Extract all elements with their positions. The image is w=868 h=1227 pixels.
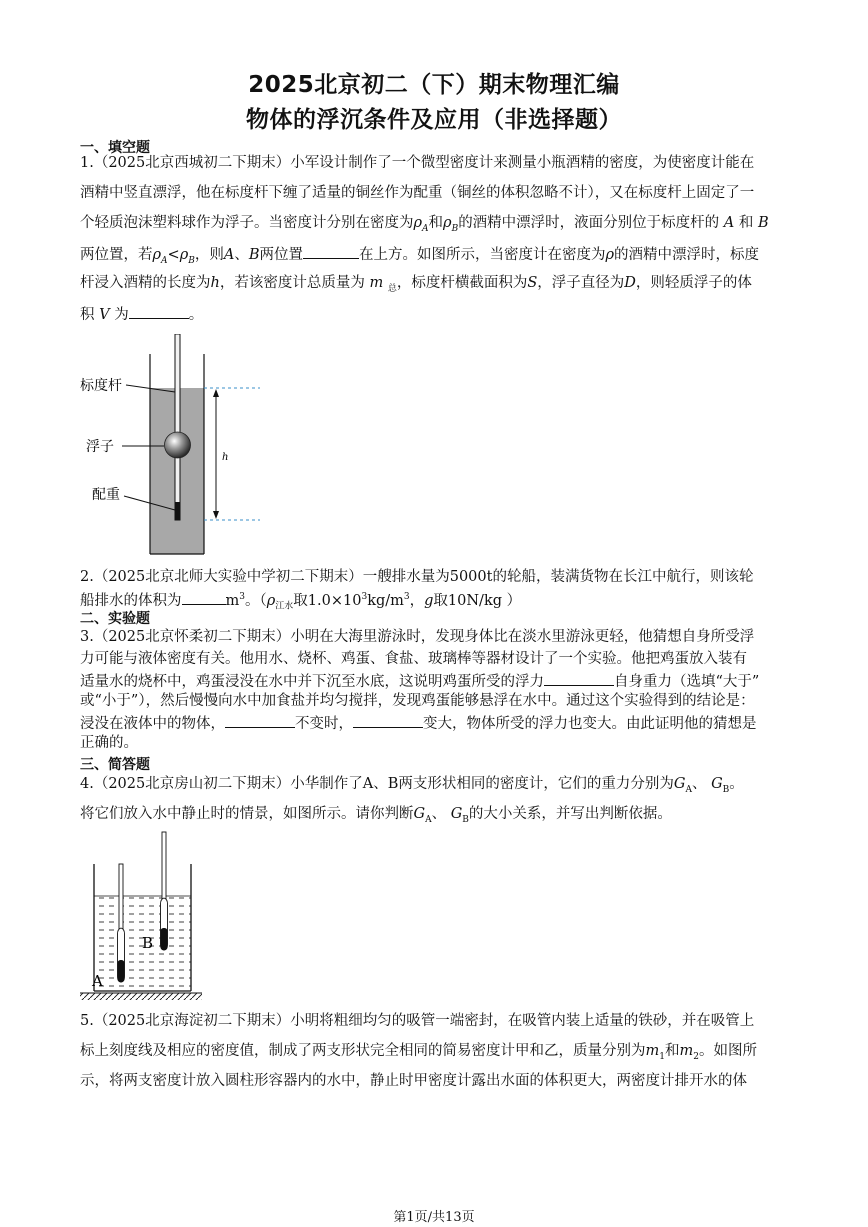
q3-line-2: 力可能与液体密度有关。他用水、烧杯、鸡蛋、食盐、玻璃棒等器材设计了一个实验。他把鸡蛋放入装有 xyxy=(80,651,747,667)
hydrometer-b-stem xyxy=(162,832,166,904)
q1-line-4: 两位置，若$\rho_A<\rho_B$，则A、B两位置 在上方。如图所示，当密度计在密度为ρ的酒精中漂浮时，标度 xyxy=(80,244,792,270)
hydrometer-a-stem xyxy=(119,864,123,934)
ground-hatch xyxy=(80,993,202,1000)
q3-answer-blank-2[interactable] xyxy=(225,713,295,728)
q4-line-2: 将它们放入水中静止时的情景，如图所示。请你判断$G_A$、 $G_B$的大小关系，并写出判断依据。 xyxy=(80,806,672,825)
q3-line-6: 正确的。 xyxy=(80,735,138,751)
label-hydrometer-a: A xyxy=(92,972,103,990)
q1-line-6: 积 V 为 。 xyxy=(80,304,792,324)
label-hydrometer-b: B xyxy=(142,934,154,952)
q1-answer-blank-1[interactable] xyxy=(303,244,359,259)
page-footer: 第1页/共13页 xyxy=(393,1210,475,1225)
q3-line-3: 适量水的烧杯中，鸡蛋浸没在水中并下沉至水底，这说明鸡蛋所受的浮力 自身重力（选填“大于” xyxy=(80,671,792,691)
h-arrow-down xyxy=(213,511,219,519)
section-short-answer-heading: 三、简答题 xyxy=(80,757,150,773)
scale-rod xyxy=(175,334,180,520)
q1-line-2: 酒精中竖直漂浮，他在标度杆下缠了适量的铜丝作为配重（铜丝的体积忽略不计），又在标度杆上固定了一 xyxy=(80,185,755,201)
q3-line-5: 浸没在液体中的物体， 不变时， 变大，物体所受的浮力也变大。由此证明他的猜想是 xyxy=(80,713,792,733)
q2-line-2: 船排水的体积为 $m^3$。（$\rho_{江水}$取$1.0\times 10^3kg/m^3$，g取10N/kg ） xyxy=(80,588,792,616)
q3-line-4: 或“小于”），然后慢慢向水中加食盐并均匀搅拌，发现鸡蛋能够悬浮在水中。通过这个实验得到的结论是： xyxy=(80,693,755,709)
counterweight xyxy=(175,502,180,520)
q5-line-3: 示，将两支密度计放入圆柱形容器内的水中，静止时甲密度计露出水面的体积更大，两密度计排开水的体 xyxy=(80,1073,747,1089)
q2-answer-blank[interactable] xyxy=(182,590,226,605)
q1-line-3: 个轻质泡沫塑料球作为浮子。当密度计分别在密度为$\rho_A$和$\rho_B$的酒精中漂浮时，液面分别位于标度杆的 A 和 B xyxy=(80,215,769,234)
q3-answer-blank-3[interactable] xyxy=(353,713,423,728)
label-counterweight: 配重 xyxy=(92,487,120,503)
h-label: h xyxy=(222,452,229,463)
label-scale-rod: 标度杆 xyxy=(80,378,122,394)
section-fill-heading: 一、填空题 xyxy=(80,140,150,156)
q1-line-1: 1.（2025北京西城初二下期末）小军设计制作了一个微型密度计来测量小瓶酒精的密度，为使密度计能在 xyxy=(80,155,755,171)
two-hydrometers-figure xyxy=(78,830,208,1002)
q1-answer-blank-2[interactable] xyxy=(129,304,189,319)
q2-line-1: 2.（2025北京北师大实验中学初二下期末）一艘排水量为5000t的轮船，装满货物在长江中航行，则该轮 xyxy=(80,569,754,585)
page-subtitle: 物体的浮沉条件及应用（非选择题） xyxy=(246,107,622,133)
hydrometer-b-weight xyxy=(161,928,168,950)
q3-line-1: 3.（2025北京怀柔初二下期末）小明在大海里游泳时，发现身体比在淡水里游泳更轻，他猜想自身所受浮 xyxy=(80,629,755,645)
page-title: 2025北京初二（下）期末物理汇编 xyxy=(248,72,620,98)
label-float: 浮子 xyxy=(86,439,114,455)
hydrometer-figure xyxy=(78,334,278,556)
section-experiment-heading: 二、实验题 xyxy=(80,611,150,627)
h-arrow-up xyxy=(213,389,219,397)
q4-line-1: 4.（2025北京房山初二下期末）小华制作了A、B两支形状相同的密度计，它们的重力分别为$G_A$、 $G_B$。 xyxy=(80,776,744,795)
float-ball xyxy=(165,432,191,458)
q3-answer-blank-1[interactable] xyxy=(544,671,614,686)
q5-line-1: 5.（2025北京海淀初二下期末）小明将粗细均匀的吸管一端密封，在吸管内装上适量的铁砂，并在吸管上 xyxy=(80,1013,755,1029)
q5-line-2: 标上刻度线及相应的密度值，制成了两支形状完全相同的简易密度计甲和乙，质量分别为$m_1$和$m_2$。如图所 xyxy=(80,1043,757,1062)
hydrometer-a-weight xyxy=(118,960,125,982)
q1-line-5: 杆浸入酒精的长度为h，若该密度计总质量为 m $_总$，标度杆横截面积为S，浮子直径为D，则轻质浮子的体 xyxy=(80,275,752,294)
